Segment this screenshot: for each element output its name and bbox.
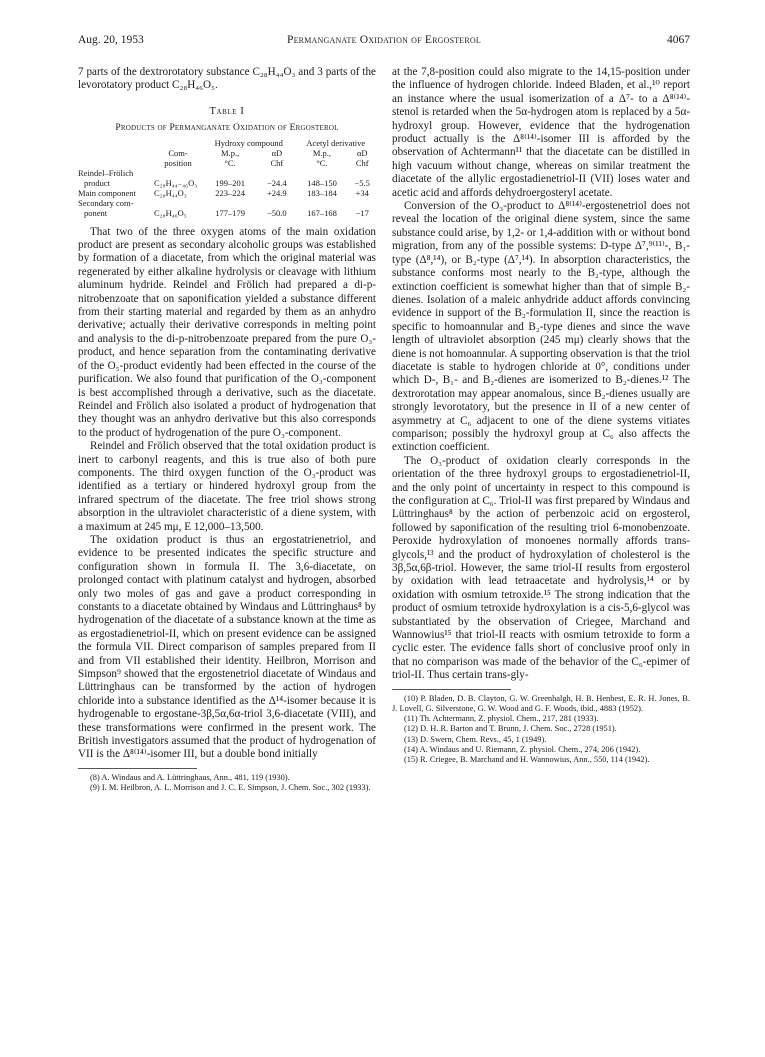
footnote-divider [392, 689, 511, 690]
footnote: (13) D. Swern, Chem. Revs., 45, 1 (1949). [404, 734, 547, 744]
body-paragraph: Conversion of the O₃-product to Δ⁸⁽¹⁴⁾-ergostenetriol does not reveal the location of the original diene system, since the same substance could arise, by 1,2- or 1,4-addition with or without bond migration, from any of the possible systems: D-type Δ⁷,⁹⁽¹¹⁾-, B₁-type (Δ⁸,¹⁴), or B₂-type (Δ⁷,¹⁴). In absorption characteristics, the substance conforms most nearly to the B₂-type, although the extinction coefficient is somewhat higher than that of simple B₂-dienes. Isolation of a maleic anhydride adduct affords convincing evidence in support of the B₂-formulation II, since the reaction is specific to homoannular and B₂-type dienes and since the wave length of ultraviolet absorption (245 mμ) clearly shows that the diene is not homoannular. A supporting observation is that the triol diacetate is stable to hydrogen chloride at 0°, conditions under which D-, B₁- and B₂-dienes are isomerized to B₂-dienes.¹² The dextrorotation may appear anomalous, since B₂-dienes usually are strongly levorotatory, but the presence in II of a new center of asymmetry at C₆ adjacent to one of the diene systems vitiates comparison; possibly the hydroxyl group at C₆ also affects the extinction coefficient. [392, 200, 690, 454]
col-header-composition: Com- position [164, 147, 192, 168]
footnote: (11) Th. Achtermann, Z. physiol. Chem., 217, 281 (1933). [404, 714, 599, 724]
header-title: Permanganate Oxidation of Ergosterol [287, 34, 481, 46]
footnote: (8) A. Windaus and A. Lüttringhaus, Ann., 481, 119 (1930). [90, 772, 290, 782]
footnote: (12) D. H. R. Barton and T. Brunn, J. Chem. Soc., 2728 (1951). [404, 724, 617, 734]
col-header-alpha-hydroxy: αD Chf [270, 147, 284, 168]
running-header [78, 34, 690, 50]
footnote: (9) I. M. Heilbron, A. L. Morrison and J. C. E. Simpson, J. Chem. Soc., 302 (1933). [90, 783, 371, 793]
table-row: ponent C₂₈H₄₆O₅ 177–179 −50.0 167–168 −17 [84, 207, 369, 218]
page-number: 4067 [667, 34, 690, 46]
col-header-mp-hydroxy: M.p., °C. [221, 147, 240, 168]
right-column [392, 66, 690, 765]
body-paragraph: Reindel and Frölich observed that the total oxidation product is inert to carbonyl reagents, and this is true also of both pure components. The third oxygen function of the O₃-product was identified as a tertiary or hindered hydroxyl group from the infrared spectrum of the diacetate. The free triol shows strong absorption in the ultraviolet characteristic of a diene system, with a maximum at 245 mμ, E 12,000–13,500. [78, 440, 376, 533]
table-row: Main component C₂₈H₄₄O₃ 223–224 +24.9 183–184 +34 [78, 187, 369, 198]
footnote: (14) A. Windaus and U. Riemann, Z. physiol. Chem., 274, 206 (1942). [404, 744, 641, 754]
left-column [78, 66, 376, 793]
col-header-alpha-acetyl: αD Chf [355, 147, 369, 168]
table-row: Reindel–Frölich [78, 167, 134, 178]
footnote: (15) R. Criegee, B. Marchand and H. Wannowius, Ann., 550, 114 (1942). [404, 754, 650, 764]
col-header-mp-acetyl: M.p., °C. [312, 147, 332, 168]
table-row: Secondary com- [78, 197, 134, 208]
intro-paragraph: 7 parts of the dextrorotatory substance C₂₈H₄₄O₃ and 3 parts of the levorotatory product C₂₈H₄₆O₅. [78, 66, 376, 92]
group-header-hydroxy: Hydroxy compound [214, 137, 283, 148]
body-paragraph: The oxidation product is thus an ergostatrienetriol, and evidence to be presented indicates the specific structure and configuration shown in formula II. The 3,6-diacetate, on prolonged contact with platinum catalyst and hydrogen, absorbed only two moles of gas and gave a product corresponding in constants to a diacetate obtained by Windaus and Lüttringhaus⁸ by hydrogenation of the diacetate of a substance known at the time as as ergostadienetriol-II, which on present evidence can be assigned the formula VII. Direct comparison of samples prepared from II and from VII established their identity. Heilbron, Morrison and Simpson⁹ showed that the ergostenetriol diacetate of Windaus and Lüttringhaus can be transformed by the action of hydrogen chloride into a substance identified as the Δ¹⁴-isomer because it is hydrogenable to ergostane-3β,5α,6α-triol 3,6-diacetate (VIII), and these transformations were confirmed in the present work. The British investigators assumed that the product of hydrogenation of VII is the Δ⁸⁽¹⁴⁾-isomer III, but a double bond initially [78, 533, 376, 761]
header-date: Aug. 20, 1953 [78, 34, 144, 46]
table-caption: Products of Permanganate Oxidation of Ergosterol [115, 123, 339, 134]
products-table [78, 138, 376, 218]
body-paragraph: The O₃-product of oxidation clearly corresponds in the orientation of the three hydroxyl groups to ergostadienetriol-II, and the only point of uncertainty in respect to this compound is the configuration at C₆. Triol-II was first prepared by Windaus and Lüttringhaus⁸ by the action of perbenzoic acid on ergosterol, followed by saponification of the resulting triol 6-monobenzoate. Peroxide hydroxylation of monoenes normally affords trans-glycols,¹³ and the product of hydroxylation of cholesterol is the 3β,5α,6β-triol. However, the same triol-II results from ergosterol by oxidation with lead tetraacetate and hydrolysis,¹⁴ or by oxidation with osmium tetroxide.¹⁵ The strong indication that the product of osmium tetroxide hydroxylation is a cis-5,6-glycol was substantiated by the observation of Criegee, Marchand and Wannowius¹⁵ that triol-II reacts with osmium tetroxide to form a cyclic ester. The evidence falls short of conclusive proof only in that no comparison was made of the behavior of the C₆-epimer of triol-II. Thus certain trans-gly- [392, 454, 690, 682]
group-header-acetyl: Acetyl derivative [306, 137, 366, 148]
footnote: (10) P. Bladen, D. B. Clayton, G. W. Greenhalgh, H. B. Henbest, E. R. H. Jones, B. J. Lovell, G. Silverstone, G. W. Wood and G. F. Woods, ibid., 4883 (1952). [392, 693, 690, 713]
body-paragraph: That two of the three oxygen atoms of the main oxidation product are present as secondary alcoholic groups was established by formation of a diacetate, from which the original material was regenerated by either alkaline hydrolysis or cleavage with lithium aluminum hydride. Reindel and Frölich had prepared a di-p-nitrobenzoate that on saponification yielded a substance different from their starting material and regarded by them as an anhydro derivative; actually their derivative corresponds in melting point and analysis to the di-p-nitrobenzoate prepared from the pure O₃-product, and hence separation from the contaminating derivative of the O₅-product evidently had been effected in the course of the purification. We also found that purification of the O₃-component is best accomplished through a derivative, such as the diacetate. Reindel and Frölich also isolated a product of hydrogenation that they thought was an anhydro derivative but this also corresponds to the product of hydrogenation of the pure O₃-component. [78, 225, 376, 439]
table-title: Table I [209, 105, 245, 117]
body-paragraph: at the 7,8-position could also migrate to the 14,15-position under the influence of hydrogen chloride. Indeed Bladen, et al.,¹⁰ report an instance where the usual isomerization of a Δ⁷- to a Δ⁸⁽¹⁴⁾-stenol is retarded when the 5α-hydrogen atom is replaced by a 5α-hydroxyl group. However, evidence that the hydrogenation product actually is the Δ⁸⁽¹⁴⁾-isomer III is afforded by the observation of Achtermann¹¹ that the diacetate can be distilled in high vacuum without change, whereas on similar treatment the diacetate of the allylic ergostadienetriol-II (VII) loses water and acetic acid and affords dehydroergosteryl acetate. [392, 66, 690, 199]
footnote-divider [78, 768, 197, 769]
table-row: product C₂₈H₄₄₋₄₆O₃ 199–201 −24.4 148–150 −5.5 [84, 177, 370, 188]
